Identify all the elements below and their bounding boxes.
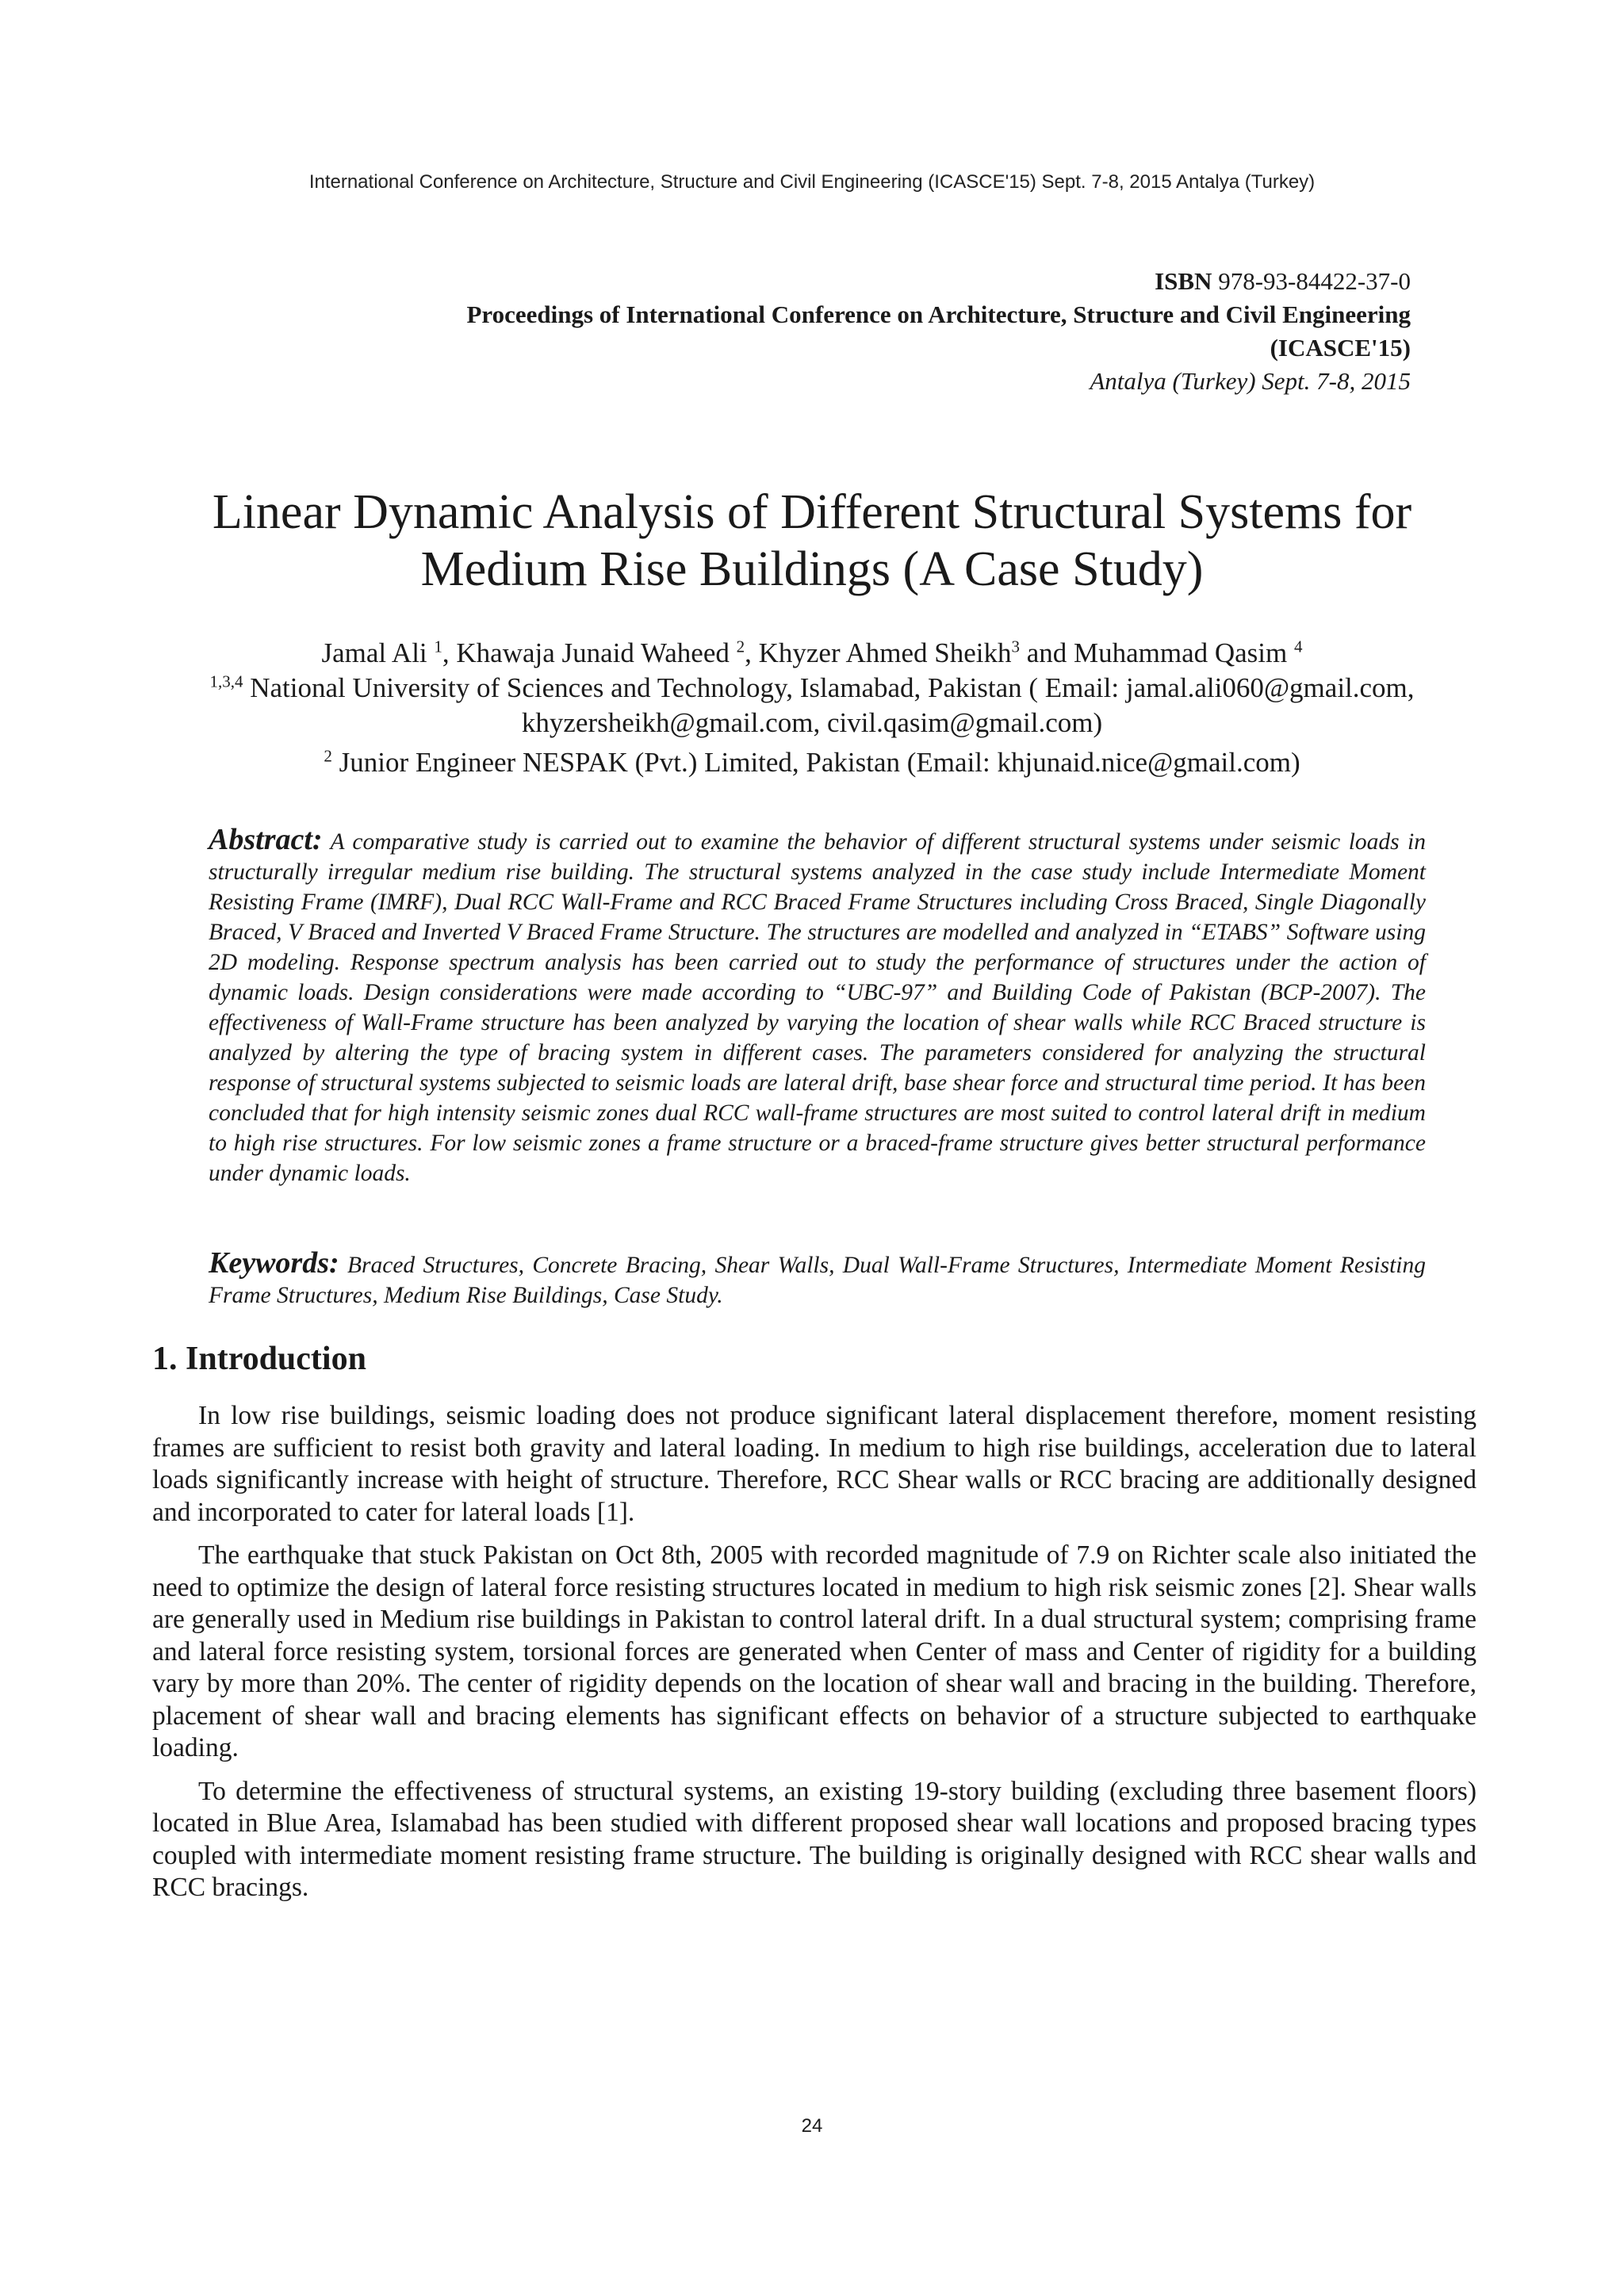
conference-header: International Conference on Architecture, Structure and Civil Engineering (ICASCE'15) Sept. 7-8, 2015 Antalya (Turkey) xyxy=(308,171,1316,193)
isbn-value: 978-93-84422-37-0 xyxy=(1212,267,1411,295)
authors-block xyxy=(119,636,1505,780)
author-4: and Muhammad Qasim xyxy=(1019,637,1295,668)
proceedings-title: Proceedings of International Conference on Architecture, Structure and Civil Engineering xyxy=(466,300,1411,328)
isbn-label: ISBN xyxy=(1155,267,1212,295)
author-4-sup: 4 xyxy=(1294,637,1303,656)
location-date: Antalya (Turkey) Sept. 7-8, 2015 xyxy=(1090,367,1411,395)
title-line-2: Medium Rise Buildings (A Case Study) xyxy=(420,542,1204,596)
affiliation-1-line-1 xyxy=(119,671,1505,706)
abstract xyxy=(209,825,1426,1188)
conference-acronym: (ICASCE'15) xyxy=(1270,334,1411,362)
paragraph: The earthquake that stuck Pakistan on Oct 8th, 2005 with recorded magnitude of 7.9 on Richter scale also initiated the need to optimize the design of lateral force resisting structures located in medium to high risk seismic zones [2]. Shear walls are generally used in Medium rise buildings in Pakistan to control lateral drift. In a dual structural system; comprising frame and lateral force resisting system, torsional forces are generated when Center of mass and Center of rigidity for a building vary by more than 20%. The center of rigidity depends on the location of shear wall and bracing in the building. Therefore, placement of shear wall and bracing elements has significant effects on behavior of a structure subjected to earthquake loading. xyxy=(152,1540,1477,1762)
author-list xyxy=(119,636,1505,671)
author-3: , Khyzer Ahmed Sheikh xyxy=(745,637,1012,668)
author-2: , Khawaja Junaid Waheed xyxy=(442,637,737,668)
keywords-label: Keywords: xyxy=(209,1246,339,1280)
author-2-sup: 2 xyxy=(736,637,745,656)
affiliation-1-text: National University of Sciences and Technology, Islamabad, Pakistan ( Email: jamal.ali060@gmail.com, xyxy=(243,672,1415,703)
affiliation-1-sup: 1,3,4 xyxy=(209,672,243,691)
isbn-block xyxy=(466,265,1411,398)
abstract-label: Abstract: xyxy=(209,823,323,856)
paragraph: In low rise buildings, seismic loading does not produce significant lateral displacement therefore, moment resisting frames are sufficient to resist both gravity and lateral loading. In medium to high rise buildings, acceleration due to lateral loads significantly increase with height of structure. Therefore, RCC Shear walls or RCC bracing are additionally designed and incorporated to cater for lateral loads [1]. xyxy=(152,1401,1477,1527)
paragraph: To determine the effectiveness of structural systems, an existing 19-story building (excluding three basement floors) located in Blue Area, Islamabad has been studied with different proposed shear wall locations and proposed bracing types coupled with intermediate moment resisting frame structure. The building is originally designed with RCC shear walls and RCC bracings. xyxy=(152,1776,1477,1902)
affiliation-2 xyxy=(119,745,1505,780)
isbn-line xyxy=(466,265,1411,298)
affiliation-1-line-2: khyzersheikh@gmail.com, civil.qasim@gmail.com) xyxy=(521,707,1103,738)
affiliation-2-sup: 2 xyxy=(324,746,332,766)
affiliation-2-text: Junior Engineer NESPAK (Pvt.) Limited, Pakistan (Email: khjunaid.nice@gmail.com) xyxy=(331,747,1300,778)
author-1-sup: 1 xyxy=(434,637,442,656)
section-heading: 1. Introduction xyxy=(152,1341,366,1377)
keywords xyxy=(209,1248,1426,1311)
page-number: 24 xyxy=(801,2115,823,2137)
abstract-text: A comparative study is carried out to examine the behavior of different structural systems under seismic loads in structurally irregular medium rise building. The structural systems analyzed in the case study include Intermediate Moment Resisting Frame (IMRF), Dual RCC Wall-Frame and RCC Braced Frame Structures including Cross Braced, Single Diagonally Braced, V Braced and Inverted V Braced Frame Structure. The structures are modelled and analyzed in “ETABS” Software using 2D modeling. Response spectrum analysis has been carried out to study the performance of structures under the action of dynamic loads. Design considerations were made according to “UBC-97” and Building Code of Pakistan (BCP-2007). The effectiveness of Wall-Frame structure has been analyzed by varying the location of shear walls while RCC Braced structure is analyzed by altering the type of bracing system in different cases. The parameters considered for analyzing the structural response of structural systems subjected to seismic loads are lateral drift, base shear force and structural time period. It has been concluded that for high intensity seismic zones dual RCC wall-frame structures are most suited to control lateral drift in medium to high rise structures. For low seismic zones a frame structure or a braced-frame structure gives better structural performance under dynamic loads. xyxy=(209,829,1426,1186)
paper-title xyxy=(119,484,1505,598)
keywords-text: Braced Structures, Concrete Bracing, Shear Walls, Dual Wall-Frame Structures, Intermediate Moment Resisting Frame Structures, Medium Rise Buildings, Case Study. xyxy=(209,1253,1426,1308)
introduction-body xyxy=(152,1400,1477,1915)
author-1: Jamal Ali xyxy=(321,637,435,668)
title-line-1: Linear Dynamic Analysis of Different Structural Systems for xyxy=(212,485,1412,539)
author-3-sup: 3 xyxy=(1011,637,1020,656)
